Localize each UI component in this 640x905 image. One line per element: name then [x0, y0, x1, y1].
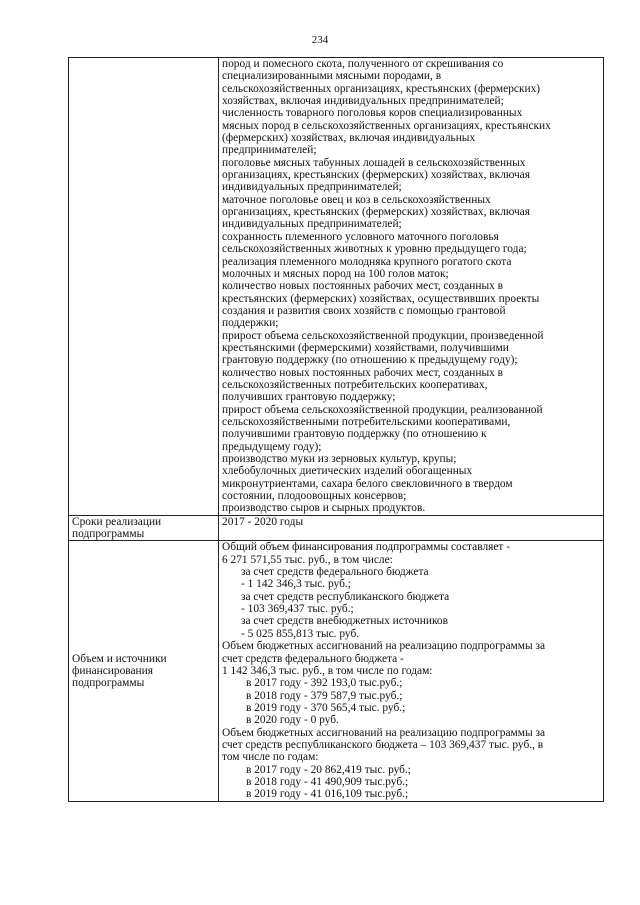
row-label-line: подпрограммы: [72, 528, 145, 541]
row-value-line: прирост объема сельскохозяйственной продукции, произведенной: [222, 329, 544, 342]
row-value-line: хозяйствах, включая индивидуальных предпринимателей;: [222, 95, 504, 108]
row-value-line: специализированными мясными породами, в: [222, 70, 442, 83]
row-value-line: предыдущему году);: [222, 440, 322, 453]
passport-table: [68, 57, 604, 802]
row-value-line: в 2018 году - 379 587,9 тыс.руб.;: [246, 689, 403, 702]
row-value-line: мясных пород в сельскохозяйственных организациях, крестьянских: [222, 119, 551, 132]
row-value-line: в 2020 году - 0 руб.: [246, 714, 339, 727]
row-value-line: в 2018 году - 41 490,909 тыс.руб.;: [246, 775, 409, 788]
row-value-line: счет средств федерального бюджета -: [222, 652, 404, 665]
row-value-line: создания и развития своих хозяйств с помощью грантовой: [222, 304, 506, 317]
row-value-line: реализация племенного молодняка крупного рогатого скота: [222, 255, 512, 268]
table-row: [69, 541, 604, 801]
row-label-cell: [69, 515, 219, 541]
row-value-line: в 2019 году - 41 016,109 тыс.руб.;: [246, 788, 409, 801]
row-value-line: за счет средств федерального бюджета: [241, 566, 429, 579]
row-value-line: сохранность племенного условного маточного поголовья: [222, 230, 499, 243]
row-value-line: за счет средств республиканского бюджета: [241, 590, 450, 603]
row-value-line: - 103 369,437 тыс. руб.;: [241, 603, 354, 616]
row-value-line: сельскохозяйственных животных к уровню предыдущего года;: [222, 243, 527, 256]
row-value-line: индивидуальных предпринимателей;: [222, 218, 402, 231]
row-value-line: крестьянскими (фермерскими) хозяйствами, получившими: [222, 341, 509, 354]
row-value-line: том числе по годам:: [222, 751, 319, 764]
row-value-line: пород и помесного скота, полученного от скрешивания со: [222, 58, 504, 70]
row-value-line: количество новых постоянных рабочих мест, созданных в: [222, 280, 504, 293]
row-value-line: производство муки из зерновых культур, крупы;: [222, 453, 457, 465]
row-value-line: производство сыров и сырных продуктов.: [222, 502, 426, 515]
row-value-line: в 2017 году - 20 862,419 тыс. руб.;: [246, 763, 411, 776]
row-value-line: получившими грантовую поддержку (по отношению к: [222, 428, 487, 441]
row-label-line: финансирования: [72, 664, 153, 677]
row-value-line: счет средств республиканского бюджета – 103 369,437 тыс. руб., в: [222, 738, 544, 751]
row-value-line: в 2017 году - 392 193,0 тыс.руб.;: [246, 677, 403, 690]
row-value-line: Общий объем финансирования подпрограммы составляет -: [222, 541, 511, 554]
row-label-cell: [69, 541, 219, 801]
row-value-line: - 5 025 855,813 тыс. руб.: [241, 627, 360, 640]
row-value-line: организациях, крестьянских (фермерских) хозяйствах, включая: [222, 169, 530, 182]
row-value-line: организациях, крестьянских (фермерских) хозяйствах, включая: [222, 206, 530, 219]
row-value-line: прирост объема сельскохозяйственной продукции, реализованной: [222, 403, 543, 416]
row-value-line: 1 142 346,3 тыс. руб., в том числе по годам:: [222, 664, 433, 677]
row-value-line: 2017 - 2020 годы: [222, 515, 304, 528]
page-number: 234: [311, 34, 329, 46]
row-value-line: сельскохозяйственными потребительскими кооперативами,: [222, 415, 511, 428]
row-value-line: сельскохозяйственных организациях, крестьянских (фермерских): [222, 82, 541, 95]
row-value-line: крестьянских (фермерских) хозяйствах, осуществивших проекты: [222, 292, 540, 305]
row-label-line: подпрограммы: [72, 677, 145, 690]
row-value-line: предпринимателей;: [222, 144, 317, 157]
row-value-line: микронутриентами, сахара белого свекловичного в твердом: [222, 477, 513, 490]
row-value-line: в 2019 году - 370 565,4 тыс. руб.;: [246, 701, 406, 714]
row-value-cell: [219, 541, 604, 801]
row-value-cell: [219, 58, 604, 516]
row-value-line: грантовую поддержку (по отношению к предыдущему году);: [222, 354, 518, 367]
row-value-line: за счет средств внебюджетных источников: [241, 615, 448, 628]
row-value-line: Объем бюджетных ассигнований на реализацию подпрограммы за: [222, 726, 546, 739]
row-value-line: сельскохозяйственных потребительских кооперативах,: [222, 378, 488, 391]
row-value-line: молочных и мясных пород на 100 голов маток;: [222, 267, 449, 280]
row-value-line: Объем бюджетных ассигнований на реализацию подпрограммы за: [222, 640, 546, 653]
row-label-line: Объем и источники: [72, 652, 167, 665]
row-value-line: (фермерских) хозяйствах, включая индивидуальных: [222, 132, 476, 145]
row-value-line: численность товарного поголовья коров специализированных: [222, 107, 523, 120]
row-value-cell: [219, 515, 604, 541]
row-value-line: - 1 142 346,3 тыс. руб.;: [241, 578, 351, 591]
row-value-line: 6 271 571,55 тыс. руб., в том числе:: [222, 553, 393, 566]
passport-table-body: [69, 58, 604, 802]
row-value-line: индивидуальных предпринимателей;: [222, 181, 402, 194]
row-value-line: поголовье мясных табунных лошадей в сельскохозяйственных: [222, 156, 526, 169]
table-row: [69, 515, 604, 541]
row-value-line: маточное поголовье овец и коз в сельскохозяйственных: [222, 193, 491, 206]
row-value-line: хлебобулочных диетических изделий обогащенных: [222, 465, 473, 478]
row-value-line: поддержки;: [222, 317, 279, 330]
row-value-line: состоянии, плодоовощных консервов;: [222, 490, 407, 503]
row-label-line: Сроки реализации: [72, 515, 162, 528]
row-value-line: количество новых постоянных рабочих мест, созданных в: [222, 366, 504, 379]
row-label-cell: [69, 58, 219, 516]
table-row: [69, 58, 604, 516]
row-value-line: получивших грантовую поддержку;: [222, 391, 396, 404]
